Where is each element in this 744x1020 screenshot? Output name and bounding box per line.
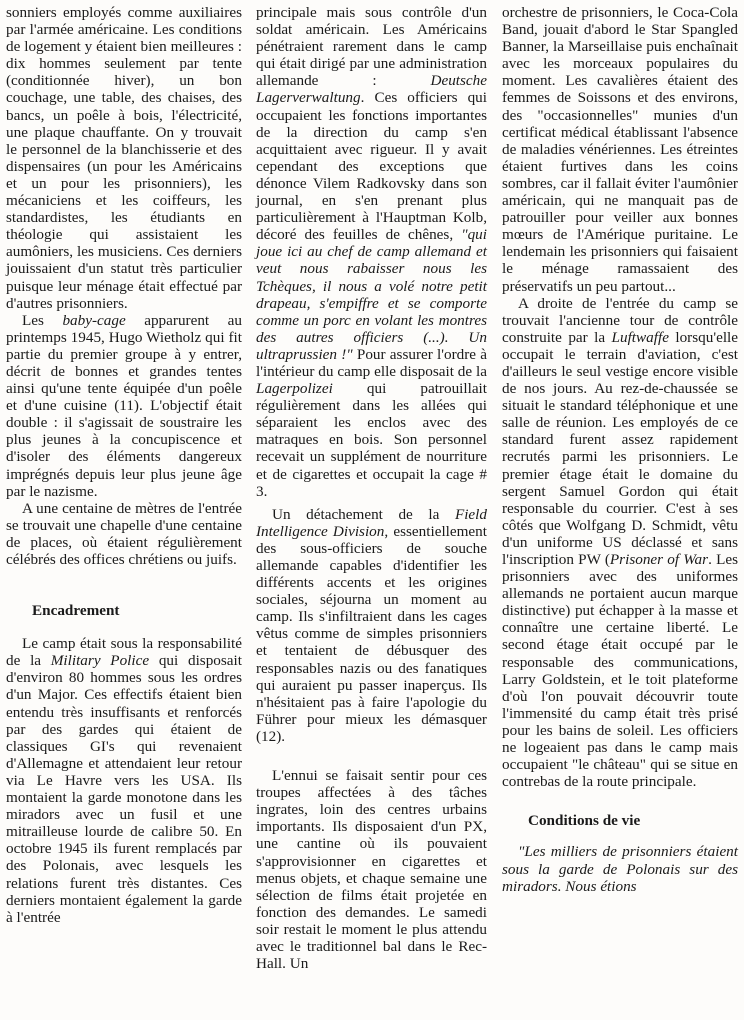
section-heading: Encadrement [32,602,120,620]
column-3 [502,4,738,895]
paragraph: Un détachement de la Field Intelligence Division, essentiellement des sous-officiers de souche allemande capables d'identifier les différents accents et les origines sociales, séjourna un moment au camp. Ils s'infiltraient dans les cages vêtus comme de simples prisonniers et tentaient de débusquer des responsables nazis ou des fanatiques qui auraient pu passer inaperçus. Ils n'hésitaient pas à faire l'apologie du Führer pour mieux les démasquer (12). [256,505,487,745]
paragraph: principale mais sous contrôle d'un soldat américain. Les Américains pénétraient rarement dans le camp qui était dirigé par une administration allemande : Deutsche Lagerverwaltung. Ces officiers qui occupaient les fonctions importantes de la direction du camp s'en acquittaient avec rigueur. Il y avait cependant des exceptions que dénonce Vilem Radkovsky dans son journal, en s'en prenant plus particulièrement à l'Hauptman Kolb, décoré des feuilles de chênes, "qui joue ici au chef de camp allemand et veut nous rabaisser nous les Tchèques, il nous a volé notre petit drapeau, s'empiffre et se comporte comme un porc en volant les montres des autres officiers (...). Un ultraprussien !" Pour assurer l'ordre à l'intérieur du camp elle disposait de la Lagerpolizei qui patrouillait régulièrement dans les allées qui séparaient les enclos avec des matraques en bois. Son personnel recevait un supplément de nourriture et de cigarettes et occupait la cage # 3. [256,4,487,500]
paragraph: Le camp était sous la responsabilité de la Military Police qui disposait d'environ 80 hommes sous les ordres d'un Major. Ces effectifs étaient bien entendu très insuffisants et renforcés par des gardes qui étaient de classiques GI's qui revenaient d'Allemagne et attendaient leur retour via Le Havre vers les USA. Ils montaient la garde monotone dans les miradors avec un fusil et une mitrailleuse lourde de calibre 50. En octobre 1945 ils furent remplacés par des Polonais, avec lesquels les relations furent très distantes. Ces derniers montaient également la garde à l'entrée [6,635,242,926]
paragraph: A droite de l'entrée du camp se trouvait l'ancienne tour de contrôle construite par la Luftwaffe lorsqu'elle occupait le terrain d'aviation, c'est d'ailleurs le seul vestige encore visible de nos jours. Au rez-de-chaussée se situait le standard téléphonique et une salle de réunion. Les employés de ce standard furent assez rapidement recrutés parmi les prisonniers. Le premier étage était le domaine du sergent Samuel Gordon qui était responsable du courrier. C'est à ses côtés que Wolfgang D. Schmidt, vêtu d'un uniforme US déclassé et sans l'inscription PW (Prisoner of War. Les prisonniers avec des uniformes allemands ne portaient aucun marque distinctive) put échapper à la masse et connaître une certaine liberté. Le second étage était occupé par le responsable des communications, Larry Goldstein, et le toit plateforme d'où l'on pouvait découvrir toute l'immensité du camp était très prisé pour les bains de soleil. Les officiers ne logeaient pas dans le camp mais occupaient "le château" qui se situe en contrebas de la route principale. [502,294,738,791]
quote-paragraph: "Les milliers de prisonniers étaient sous la garde de Polonais sur des miradors. Nous étions [502,843,738,895]
paragraph: A une centaine de mètres de l'entrée se trouvait une chapelle d'une centaine de places, où étaient régulièrement célébrés des offices chrétiens ou juifs. [6,499,242,568]
paragraph: L'ennui se faisait sentir pour ces troupes affectées à des tâches ingrates, loin des centres urbains importants. Ils disposaient d'un PX, une cantine où ils pouvaient s'approvisionner en cigarettes et menus objets, et chaque semaine une sélection de films était projetée en fonction des demandes. Le samedi soir restait le moment le plus attendu avec le traditionnel bal dans le Rec-Hall. Un [256,767,487,973]
column-1 [6,4,242,926]
paragraph: Les baby-cage apparurent au printemps 1945, Hugo Wietholz qui fit partie du premier groupe à y entrer, décrit de bonnes et grandes tentes ainsi qu'une tente équipée d'un poêle et d'une cuisine (11). L'objectif était double : il s'agissait de soustraire les plus jeunes à la concupiscence et d'isoler des éléments dangereux imprégnés depuis leur plus jeune âge par le nazisme. [6,311,242,500]
section-heading: Conditions de vie [528,812,641,830]
paragraph: sonniers employés comme auxiliaires par l'armée américaine. Les conditions de logement y étaient bien meilleures : dix hommes seulement par tente (conditionnée hiver), un bon couchage, une table, des chaises, des bancs, un poêle à bois, l'électricité, une plaque chauffante. On y trouvait le personnel de la blanchisserie et des dispensaires (un pour les Américains et un pour les prisonniers), les mécaniciens et les coiffeurs, les standardistes, les étudiants en théologie qui assistaient les aumôniers, les musiciens. Ces derniers jouissaient d'un statut très particulier puisque leur ménage était effectué par d'autres prisonniers. [6,4,242,312]
paragraph: orchestre de prisonniers, le Coca-Cola Band, jouait d'abord le Star Spangled Banner, la Marseillaise puis enchaînait avec les morceaux populaires du moment. Les cavalières étaient des femmes de Soissons et des environs, des "occasionnelles" munies d'un certificat médical établissant l'absence de maladies vénériennes. Les étreintes étaient furtives dans les coins sombres, car il fallait éviter l'aumônier américain, qui ne manquait pas de patrouiller pour veiller aux bonnes mœurs de l'Amérique puritaine. Le lendemain les prisonniers qui faisaient le ménage ramassaient des préservatifs un peu partout... [502,4,738,295]
column-2 [256,4,487,972]
